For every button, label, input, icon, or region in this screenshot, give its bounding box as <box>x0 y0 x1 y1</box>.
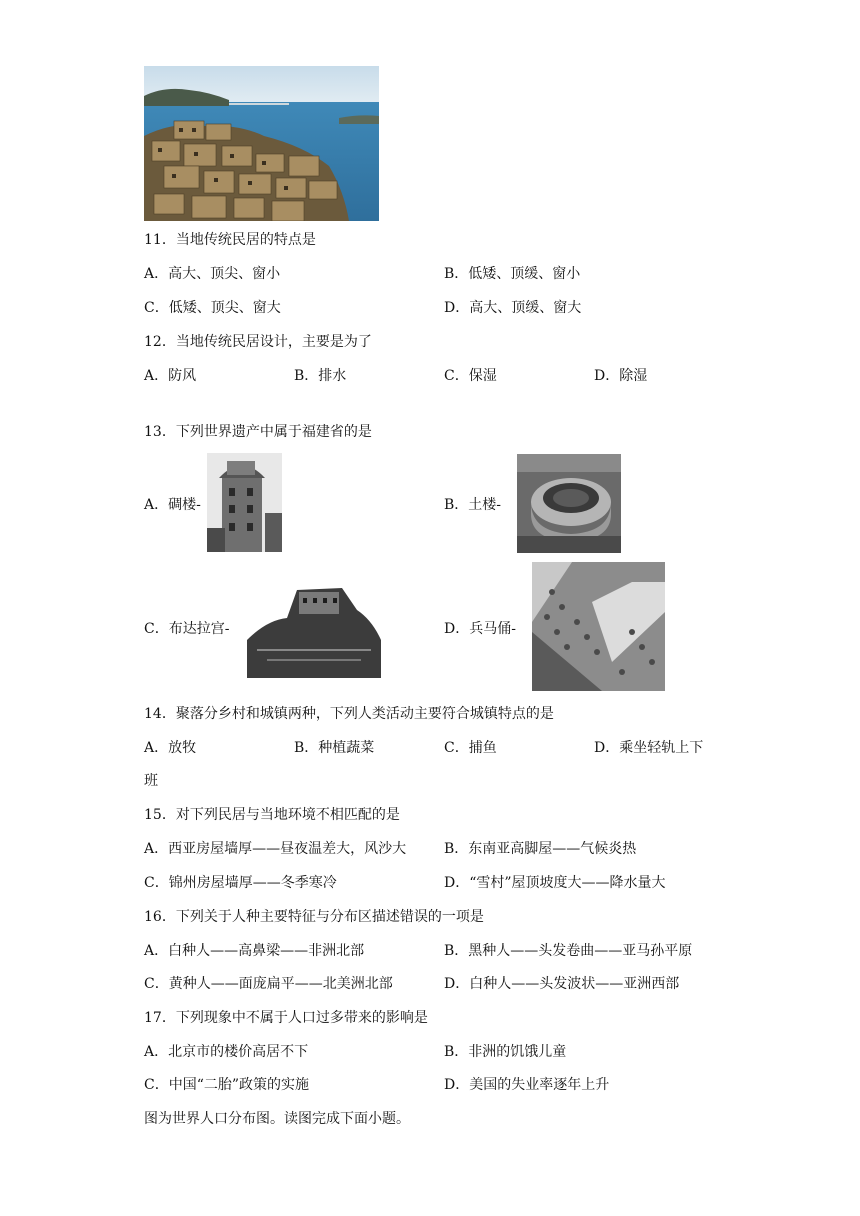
q16-option-b: B．黑种人——头发卷曲——亚马孙平原 <box>444 943 693 959</box>
q12-option-d: D．除湿 <box>594 368 648 384</box>
q17-option-d: D．美国的失业率逐年上升 <box>444 1077 610 1093</box>
potala-palace-photo <box>247 580 381 678</box>
terracotta-army-photo <box>532 562 665 691</box>
q17-stem: 17．下列现象中不属于人口过多带来的影响是 <box>144 1010 428 1026</box>
q11-option-c: C．低矮、顶尖、窗大 <box>144 300 281 316</box>
q16-option-d: D．白种人——头发波状——亚洲西部 <box>444 976 680 992</box>
q14-option-d: D．乘坐轻轨上下 <box>594 740 704 756</box>
q13-option-a: A．碉楼- <box>144 497 201 513</box>
q12-option-b: B．排水 <box>294 368 347 384</box>
q13-option-d: D．兵马俑- <box>444 621 516 637</box>
q14-option-b: B．种植蔬菜 <box>294 740 375 756</box>
q17-option-a: A．北京市的楼价高居不下 <box>144 1044 309 1060</box>
q16-option-c: C．黄种人——面庞扁平——北美洲北部 <box>144 976 393 992</box>
coastal-village-photo <box>144 66 379 221</box>
q11-option-a: A．高大、顶尖、窗小 <box>144 266 281 282</box>
q16-option-a: A．白种人——高鼻梁——非洲北部 <box>144 943 365 959</box>
q15-option-d: D．“雪村”屋顶坡度大——降水量大 <box>444 875 666 891</box>
q13-option-c: C．布达拉宫- <box>144 621 230 637</box>
q15-option-a: A．西亚房屋墙厚——昼夜温差大，风沙大 <box>144 841 407 857</box>
q12-stem: 12．当地传统民居设计，主要是为了 <box>144 334 372 350</box>
q15-option-b: B．东南亚高脚屋——气候炎热 <box>444 841 637 857</box>
q12-option-a: A．防风 <box>144 368 197 384</box>
q14-option-a: A．放牧 <box>144 740 197 756</box>
q14-option-c: C．捕鱼 <box>444 740 497 756</box>
q11-option-d: D．高大、顶缓、窗大 <box>444 300 582 316</box>
q17-option-c: C．中国“二胎”政策的实施 <box>144 1077 310 1093</box>
q15-option-c: C．锦州房屋墙厚——冬季寒冷 <box>144 875 337 891</box>
q14-stem: 14．聚落分乡村和城镇两种，下列人类活动主要符合城镇特点的是 <box>144 706 554 722</box>
diaolou-photo <box>207 453 282 552</box>
q15-stem: 15．对下列民居与当地环境不相匹配的是 <box>144 807 400 823</box>
q13-stem: 13．下列世界遗产中属于福建省的是 <box>144 424 372 440</box>
q16-stem: 16．下列关于人种主要特征与分布区描述错误的一项是 <box>144 909 484 925</box>
passage-intro: 图为世界人口分布图。读图完成下面小题。 <box>144 1111 410 1127</box>
q17-option-b: B．非洲的饥饿儿童 <box>444 1044 567 1060</box>
tulou-photo <box>517 454 621 553</box>
q14-option-d-continued: 班 <box>144 773 158 789</box>
q11-stem: 11．当地传统民居的特点是 <box>144 232 316 248</box>
q13-option-b: B．土楼- <box>444 497 502 513</box>
q11-option-b: B．低矮、顶缓、窗小 <box>444 266 581 282</box>
q12-option-c: C．保湿 <box>444 368 497 384</box>
